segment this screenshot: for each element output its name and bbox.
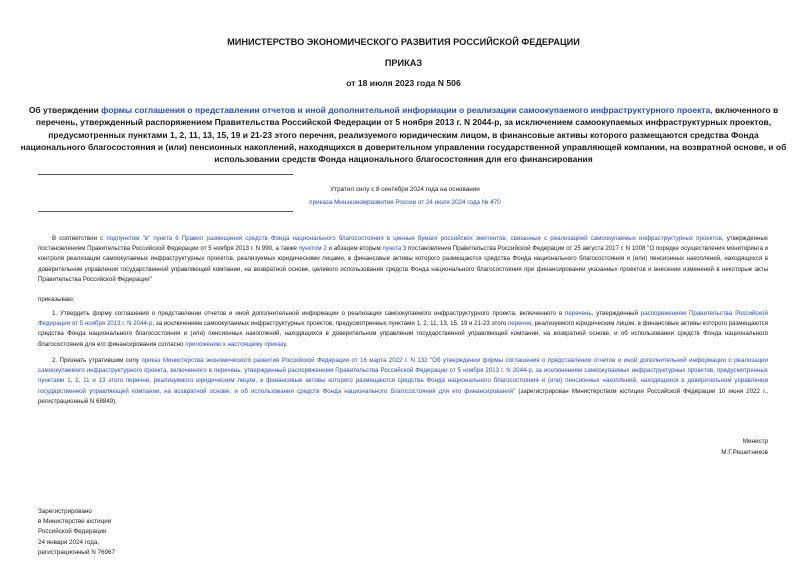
divider-bottom — [38, 211, 293, 212]
signature-block — [640, 437, 768, 458]
registration-block — [38, 507, 238, 558]
ministry-heading: МИНИСТЕРСТВО ЭКОНОМИЧЕСКОГО РАЗВИТИЯ РОССИЙСКОЙ ФЕДЕРАЦИИ — [227, 37, 580, 47]
order-item-1 — [38, 309, 768, 350]
title-prefix: Об утверждении — [28, 105, 102, 115]
signatory-name: М.Г.Решетников — [721, 448, 768, 456]
item2-text: 2. Признать утратившим силу — [52, 357, 142, 364]
item1-text: 1. Утвердить форму соглашения о представлении отчетов и иной дополнительной информации о реализации самоокупаемого инфраструктурного проекта, включенного в — [52, 310, 566, 317]
item1-decree-link[interactable]: распоряжением Правительства Российской Федерации от 5 ноября 2013 г. N 2044-р — [38, 310, 768, 328]
preamble-text: , утвержденных постановлением Правительства Российской Федерации от 5 ноября 2013 г. N 990, а также — [38, 235, 768, 253]
item2-repealed-order-link[interactable]: приказ Министерства экономического развития Российской Федерации от 16 марта 2022 г. N 132 "Об утверждении формы соглашения о представлении отчетов и иной дополнительной информации о реализации самоокупаемого инфраструктурного проекта, включенного в перечень, утвержденный распоряжением Правительства Российской Федерации от 5 ноября 2013 г. N 2044-р, за исключением самоокупаемых инфраструктурных проектов, предусмотренных пунктами 1, 2, 11 и 13 этого перечня, реализуемого юридическим лицом, в финансовые активы которого размещаются средства Фонда национального благосостояния и (или) пенсионных накоплений, находящихся в доверительном управлении государственной управляющей компании, на возвратной основе, и об использовании средств Фонда национального благосостояния для его финансирования" — [38, 357, 768, 395]
registration-line: Российской Федерации — [38, 528, 107, 536]
item1-list-link-2[interactable]: перечня — [507, 320, 532, 328]
registration-line: в Министерстве юстиции — [38, 518, 112, 526]
preamble-paragraph — [38, 234, 768, 285]
preamble-point3-link[interactable]: пункта 3 — [382, 245, 407, 253]
title-form-link[interactable]: формы соглашения о представлении отчетов и иной дополнительной информации о реализации самоокупаемого инфраструктурного проекта, — [101, 105, 713, 115]
item1-appendix-link[interactable]: приложению к настоящему приказу — [185, 340, 286, 348]
lost-force-text: Утратил силу с 8 сентября 2024 года на основании — [330, 186, 480, 193]
registration-number: регистрационный N 76967 — [38, 548, 116, 556]
order-item-2 — [38, 356, 768, 407]
item1-text: , за исключением самоокупаемых инфраструктурных проектов, предусмотренных пунктами 1, 2, 11, 13, 15, 19 и 21-23 этого — [152, 320, 508, 328]
orders-label: приказываю: — [38, 296, 75, 303]
document-title — [20, 104, 787, 165]
doc-type-heading: ПРИКАЗ — [384, 58, 423, 68]
preamble-point2-link[interactable]: пунктом 2 — [298, 245, 327, 253]
preamble-text: В соответствии с — [52, 235, 107, 242]
preamble-rules-link[interactable]: подпунктом "в" пункта 6 Правил размещения средств Фонда национального благосостояния в ценные бумаги российских эмитентов, связанные с реализацией самоокупаемых инфраструктурных проектов — [106, 235, 722, 242]
title-rest: включенного в перечень, утвержденный распоряжением Правительства Российской Федерации от 5 ноября 2013 г. N 2044-р, за исключением самоокупаемых инфраструктурных проектов, предусмотренных пунктами 1, 2, 11, 13, 15, 19 и 21-23 этого перечня, реализуемого юридическим лицом, в финансовые активы которого размещаются средства Фонда национального благосостояния и (или) пенсионных накоплений, находящихся в доверительном управлении государственной управляющей компании, на возвратной основе, и об использовании средств Фонда национального благосостояния для его финансирования — [20, 105, 787, 165]
preamble-text: и абзацем вторым — [326, 245, 383, 253]
item2-text: (зарегистрирован Министерством юстиции Российской Федерации 10 июня 2022 г., регистрационный N 68849). — [38, 387, 768, 405]
lost-force-note — [270, 183, 540, 209]
preamble-text: постановления Правительства Российской Федерации от 25 августа 2017 г. N 1008 "О порядке осуществления мониторинга и контроля реализации самоокупаемых инфраструктурных проектов, реализуемых юридическими лицами, в финансовые активы которого размещаются средства Фонда национального благосостояния и (или) пенсионных накоплений, находящихся в доверительном управлении государственной управляющей компании, на возвратной основе, целевого использования средств Фонда национального благосостояния при финансировании указанных проектов и внесении изменений в некоторые акты Правительства Российской Федерации" — [38, 245, 769, 283]
registration-line: Зарегистрировано — [38, 508, 92, 515]
item1-text: . — [285, 340, 288, 348]
doc-date-number: от 18 июля 2023 года N 506 — [346, 78, 461, 88]
item1-list-link[interactable]: перечень — [565, 310, 592, 317]
lost-force-order-link[interactable]: приказа Минэкономразвития России от 24 июля 2024 года № 470 — [309, 199, 501, 206]
registration-date: 24 января 2024 года, — [38, 538, 100, 546]
signatory-position: Министр — [742, 438, 768, 445]
item1-text: , реализуемого юридическим лицом, в финансовые активы которого размещаются средства Фонда национального благосостояния и (или) пенсионных накоплений, находящихся в доверительном управлении государственной управляющей компании, на возвратной основе, и об использовании средств Фонда национального благосостояния для его финансирования согласно — [38, 320, 769, 348]
item1-text: , утвержденный — [591, 310, 641, 317]
divider-top — [38, 174, 293, 175]
